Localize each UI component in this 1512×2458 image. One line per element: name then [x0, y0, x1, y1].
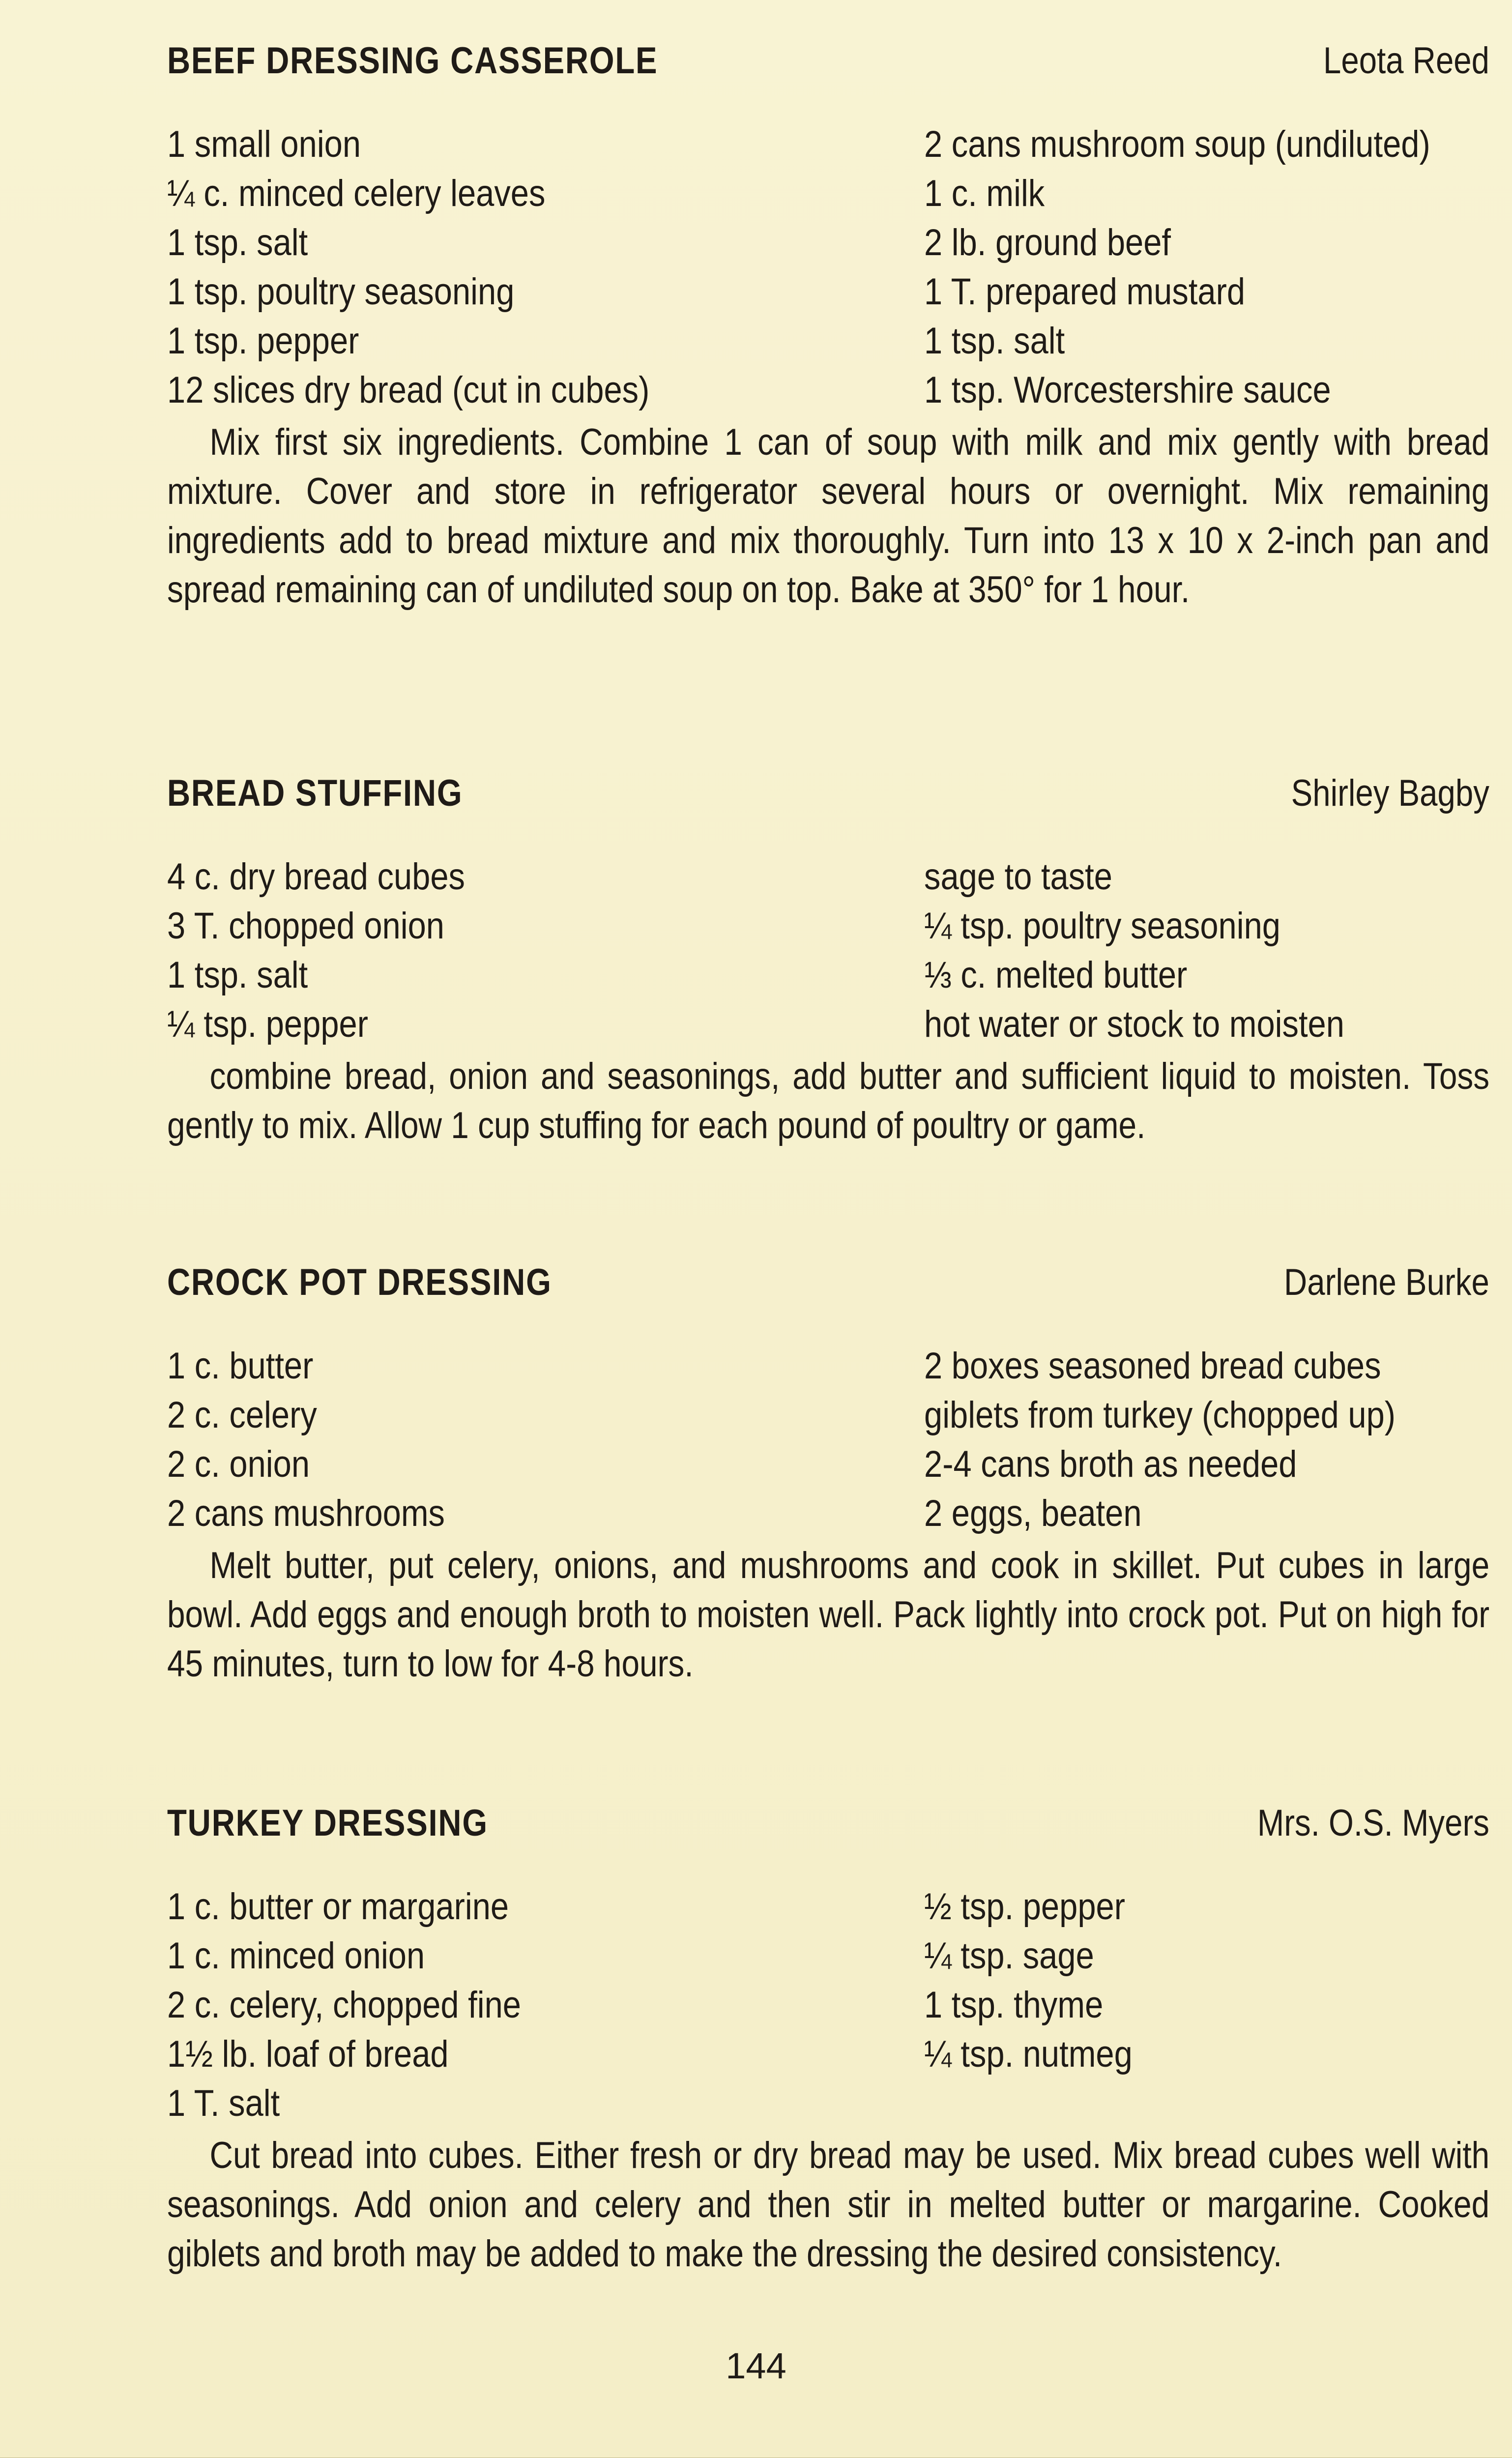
ingredient-right: sage to taste: [924, 856, 1112, 898]
ingredient-right: 1 T. prepared mustard: [924, 271, 1246, 313]
ingredient-left: 2 c. onion: [167, 1443, 310, 1485]
page-number: 144: [726, 2345, 786, 2386]
ingredient-row: [167, 1003, 1489, 1052]
recipe-crock-pot-dressing: [167, 1261, 1489, 1689]
ingredient-left: 3 T. chopped onion: [167, 905, 445, 947]
ingredient-left: 1 tsp. poultry seasoning: [167, 271, 515, 313]
ingredient-row: [167, 1345, 1489, 1394]
ingredient-list: [167, 855, 1489, 1052]
recipe-title: BEEF DRESSING CASSEROLE: [167, 40, 658, 82]
ingredient-left: ¼ tsp. pepper: [167, 1003, 368, 1045]
ingredient-row: [167, 270, 1489, 320]
ingredient-right: ¼ tsp. nutmeg: [924, 2033, 1133, 2075]
ingredient-row: [167, 2033, 1489, 2082]
ingredient-right: ⅓ c. melted butter: [924, 954, 1188, 996]
recipe-instructions: combine bread, onion and seasonings, add butter and sufficient liquid to moisten. Toss gently to mix. Allow 1 cup stuffing for each pound of poultry or game.: [167, 1055, 1490, 1146]
ingredient-list: [167, 123, 1489, 418]
recipe-bread-stuffing: [167, 772, 1489, 1150]
ingredient-left: 1 tsp. salt: [167, 954, 308, 996]
ingredient-right: 1 c. milk: [924, 173, 1045, 214]
ingredient-right: ½ tsp. pepper: [924, 1886, 1125, 1928]
ingredient-right: 2 eggs, beaten: [924, 1492, 1142, 1534]
ingredient-row: [167, 855, 1489, 905]
ingredient-right: 1 tsp. Worcestershire sauce: [924, 369, 1331, 411]
recipe-author: Mrs. O.S. Myers: [1257, 1802, 1489, 1844]
ingredient-left: 1 small onion: [167, 123, 361, 165]
ingredient-row: [167, 320, 1489, 369]
ingredient-right: ¼ tsp. sage: [924, 1935, 1094, 1977]
recipe-title: TURKEY DRESSING: [167, 1802, 488, 1844]
recipe-author: Shirley Bagby: [1291, 772, 1489, 814]
ingredient-left: 2 cans mushrooms: [167, 1492, 445, 1534]
ingredient-row: [167, 905, 1489, 954]
ingredient-row: [167, 1984, 1489, 2033]
ingredient-right: 2 boxes seasoned bread cubes: [924, 1345, 1381, 1387]
ingredient-left: 2 c. celery: [167, 1394, 317, 1436]
ingredient-left: 1 tsp. salt: [167, 222, 308, 263]
ingredient-left: 1 c. minced onion: [167, 1935, 425, 1977]
ingredient-left: 2 c. celery, chopped fine: [167, 1984, 522, 2026]
ingredient-row: [167, 2082, 1489, 2131]
ingredient-right: 1 tsp. salt: [924, 320, 1065, 362]
recipe-instructions: Mix first six ingredients. Combine 1 can of soup with milk and mix gently with bread mixture. Cover and store in refrigerator several hours or overnight. Mix remaining ingredients add to bread mixture and mix thoroughly. Turn into 13 x 10 x 2-inch pan and spread remaining can of undiluted soup on top. Bake at 350° for 1 hour.: [167, 421, 1490, 611]
recipe-header: [167, 39, 1489, 93]
ingredient-left: 12 slices dry bread (cut in cubes): [167, 369, 650, 411]
ingredient-row: [167, 369, 1489, 418]
ingredient-row: [167, 172, 1489, 221]
ingredient-row: [167, 1885, 1489, 1934]
recipe-title: BREAD STUFFING: [167, 772, 463, 814]
ingredient-right: 1 tsp. thyme: [924, 1984, 1104, 2026]
ingredient-row: [167, 221, 1489, 270]
ingredient-left: 1 tsp. pepper: [167, 320, 359, 362]
ingredient-left: 1 c. butter or margarine: [167, 1886, 509, 1928]
ingredient-row: [167, 1443, 1489, 1492]
ingredient-right: giblets from turkey (chopped up): [924, 1394, 1396, 1436]
ingredient-row: [167, 1934, 1489, 1984]
recipe-header: [167, 772, 1489, 826]
ingredient-right: 2 cans mushroom soup (undiluted): [924, 123, 1430, 165]
recipe-instructions: Melt butter, put celery, onions, and mushrooms and cook in skillet. Put cubes in large bowl. Add eggs and enough broth to moisten well. Pack lightly into crock pot. Put on high for 45 minutes, turn to low for 4-8 hours.: [167, 1545, 1490, 1685]
ingredient-row: [167, 1492, 1489, 1541]
ingredient-row: [167, 954, 1489, 1003]
recipe-beef-dressing-casserole: [167, 39, 1489, 614]
recipe-title: CROCK POT DRESSING: [167, 1261, 552, 1303]
ingredient-left: 4 c. dry bread cubes: [167, 856, 465, 898]
ingredient-right: ¼ tsp. poultry seasoning: [924, 905, 1280, 947]
recipe-header: [167, 1802, 1489, 1856]
recipe-instructions: Cut bread into cubes. Either fresh or dry bread may be used. Mix bread cubes well with seasonings. Add onion and celery and then stir in melted butter or margarine. Cooked giblets and broth may be added to make the dressing the desired consistency.: [167, 2135, 1490, 2275]
ingredient-right: 2-4 cans broth as needed: [924, 1443, 1297, 1485]
ingredient-row: [167, 123, 1489, 172]
ingredient-left: 1 T. salt: [167, 2082, 280, 2124]
ingredient-left: 1 c. butter: [167, 1345, 314, 1387]
recipe-turkey-dressing: [167, 1802, 1489, 2279]
ingredient-right: hot water or stock to moisten: [924, 1003, 1344, 1045]
ingredient-right: 2 lb. ground beef: [924, 222, 1171, 263]
ingredient-left: ¼ c. minced celery leaves: [167, 173, 546, 214]
ingredient-left: 1½ lb. loaf of bread: [167, 2033, 449, 2075]
recipe-author: Leota Reed: [1323, 40, 1489, 82]
ingredient-row: [167, 1394, 1489, 1443]
ingredient-list: [167, 1345, 1489, 1541]
ingredient-list: [167, 1885, 1489, 2131]
recipe-author: Darlene Burke: [1284, 1261, 1489, 1303]
recipe-header: [167, 1261, 1489, 1315]
